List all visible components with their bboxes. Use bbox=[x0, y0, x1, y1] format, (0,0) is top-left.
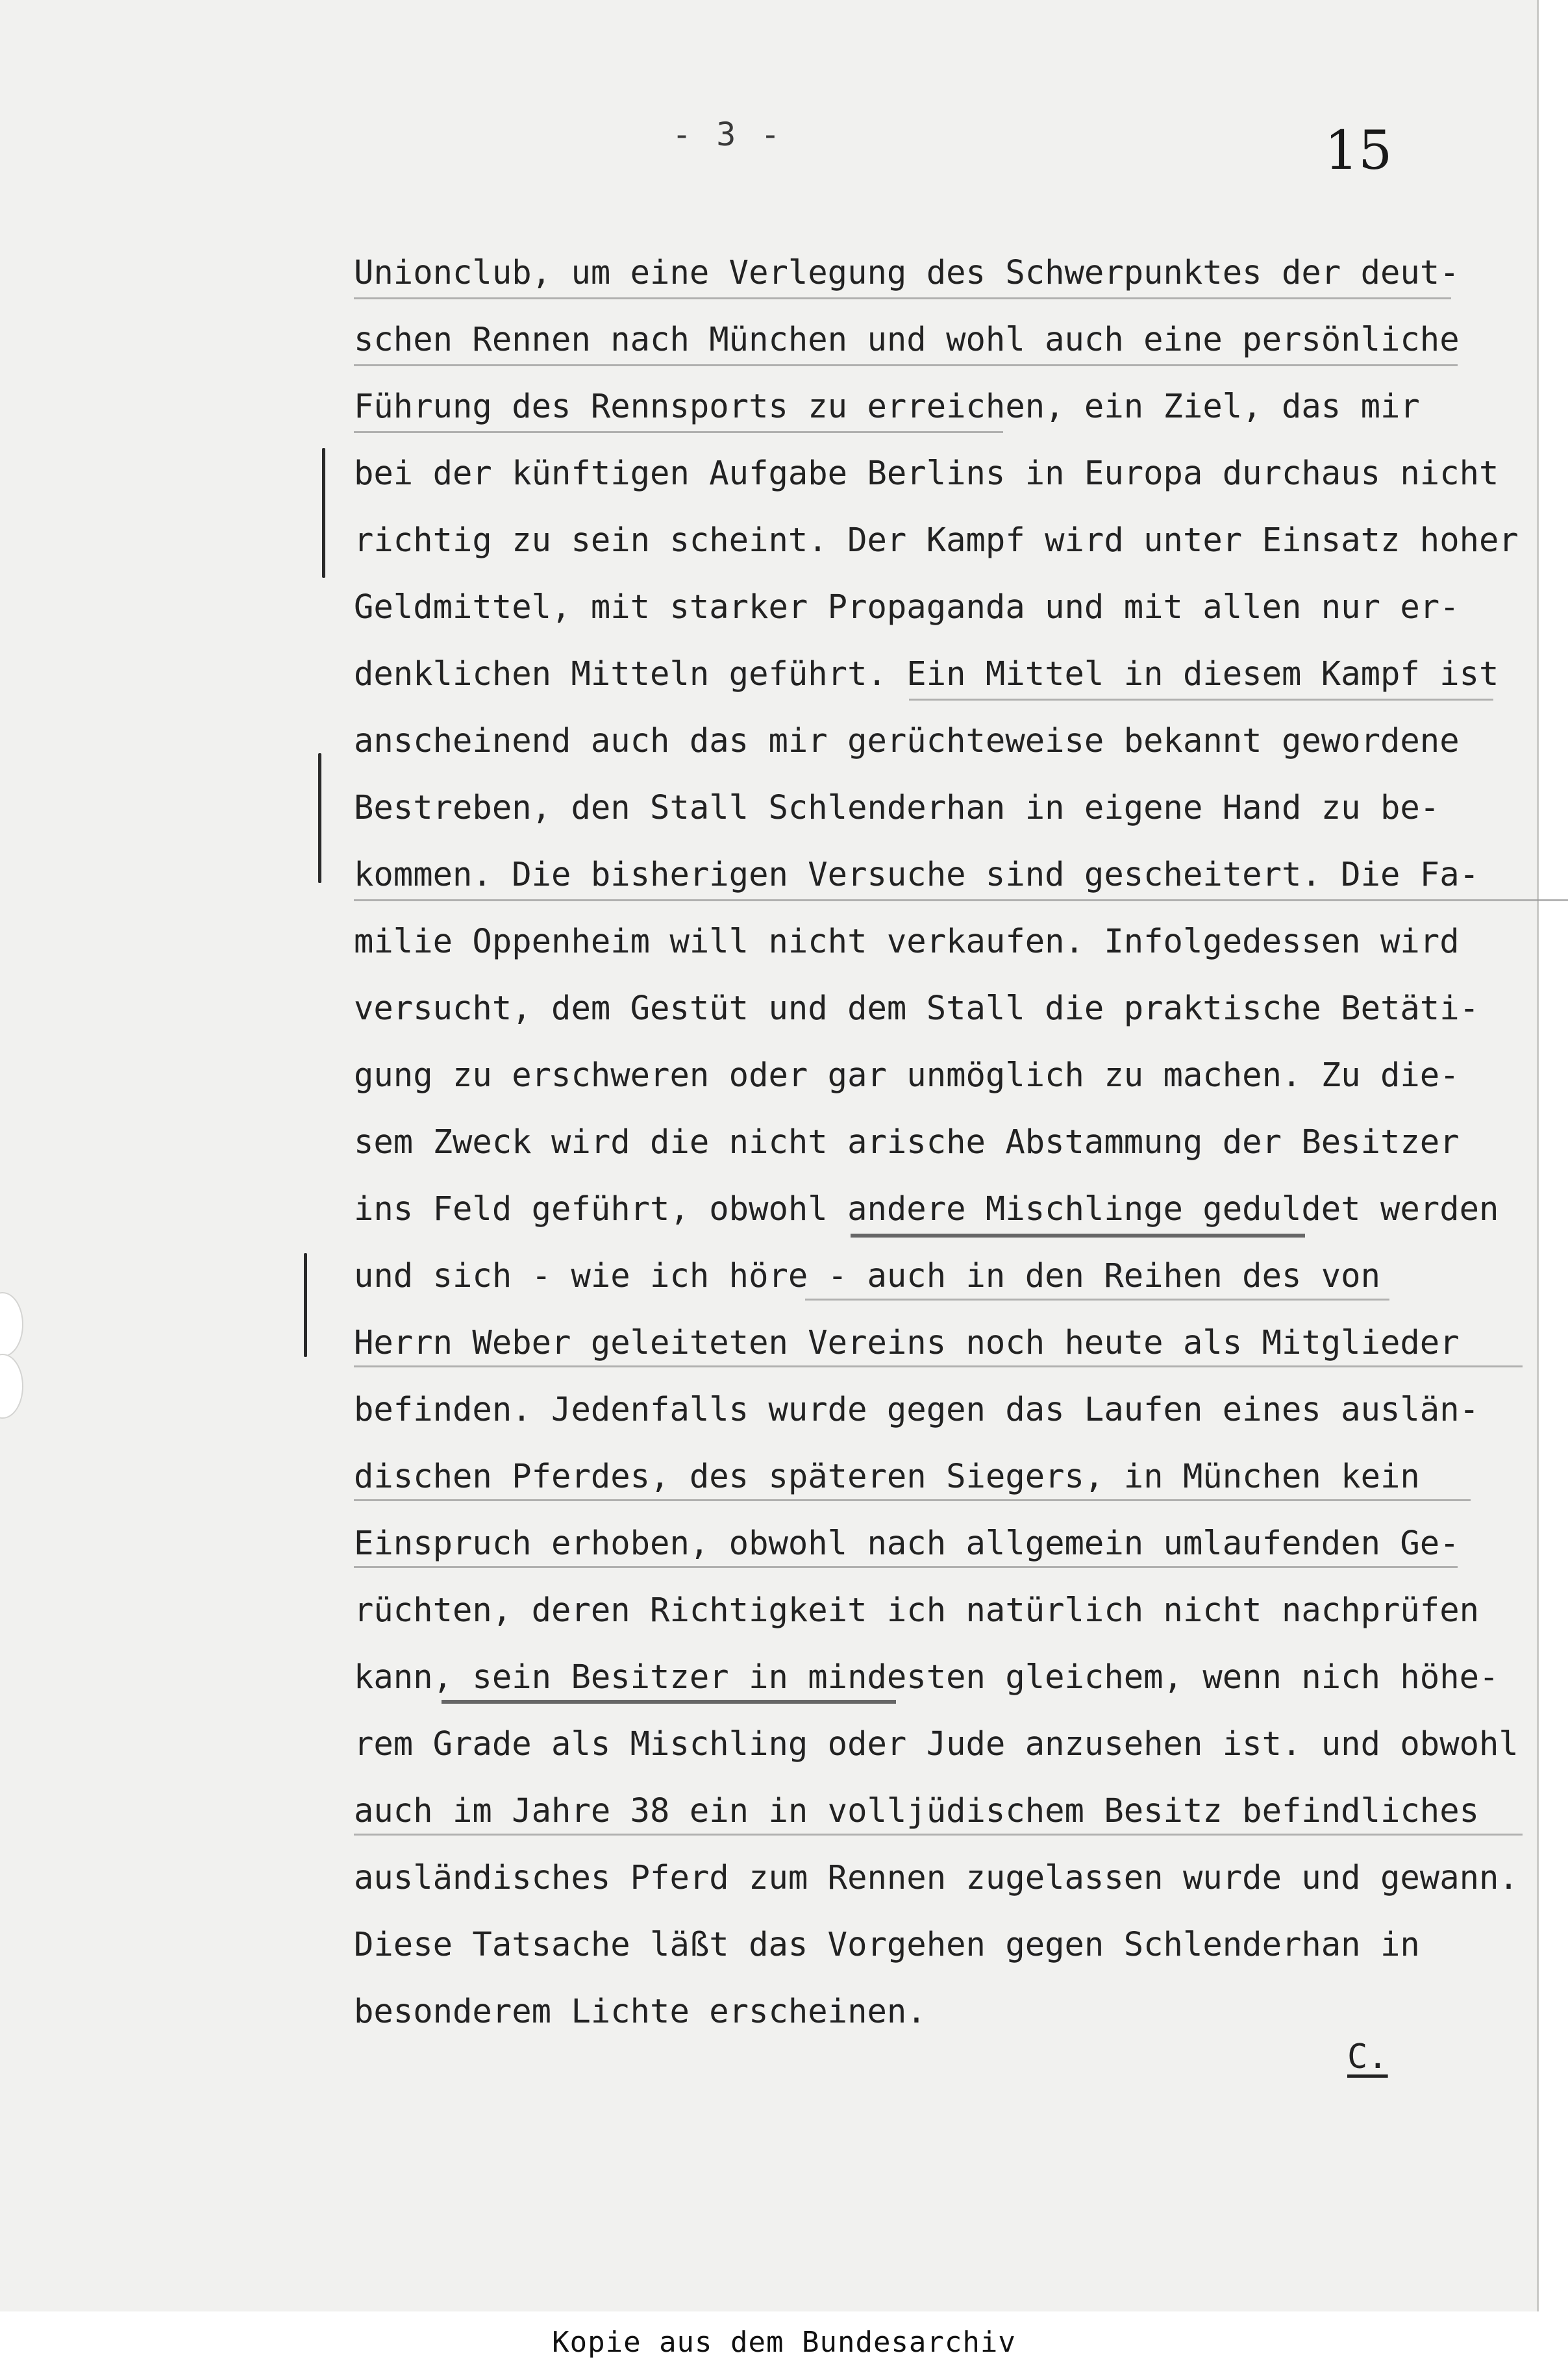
folio-number: 15 bbox=[1325, 120, 1393, 182]
text-line: sem Zweck wird die nicht arische Abstammung der Besitzer bbox=[354, 1123, 1460, 1161]
text-line: kommen. Die bisherigen Versuche sind gescheitert. Die Fa- bbox=[354, 855, 1480, 893]
page-number-mark: - 3 - bbox=[672, 116, 783, 153]
text-line: Diese Tatsache läßt das Vorgehen gegen Schlenderhan in bbox=[354, 1925, 1420, 1963]
text-line: schen Rennen nach München und wohl auch eine persönliche bbox=[354, 320, 1460, 358]
text-line: gung zu erschweren oder gar unmöglich zu machen. Zu die- bbox=[354, 1056, 1460, 1094]
text-line: rem Grade als Mischling oder Jude anzusehen ist. und obwohl bbox=[354, 1725, 1519, 1763]
text-line: dischen Pferdes, des späteren Siegers, in München kein bbox=[354, 1457, 1420, 1495]
punch-hole bbox=[0, 1292, 23, 1357]
margin-mark bbox=[318, 753, 321, 883]
text-line: Geldmittel, mit starker Propaganda und mit allen nur er- bbox=[354, 588, 1460, 626]
text-line: besonderem Lichte erscheinen. bbox=[354, 1992, 927, 2030]
text-line: richtig zu sein scheint. Der Kampf wird unter Einsatz hoher bbox=[354, 521, 1519, 559]
punch-hole bbox=[0, 1354, 23, 1419]
text-line: Führung des Rennsports zu erreichen, ein Ziel, das mir bbox=[354, 387, 1420, 425]
text-line: Einspruch erhoben, obwohl nach allgemein umlaufenden Ge- bbox=[354, 1524, 1460, 1562]
text-line: kann, sein Besitzer in mindesten gleichem, wenn nich höhe- bbox=[354, 1658, 1499, 1696]
margin-mark bbox=[322, 448, 325, 578]
text-line: anscheinend auch das mir gerüchteweise bekannt gewordene bbox=[354, 721, 1460, 760]
text-line: milie Oppenheim will nicht verkaufen. Infolgedessen wird bbox=[354, 922, 1460, 960]
text-line: ins Feld geführt, obwohl andere Mischlinge geduldet werden bbox=[354, 1189, 1499, 1228]
text-line: und sich - wie ich höre - auch in den Reihen des von bbox=[354, 1256, 1380, 1295]
author-initial: C. bbox=[1347, 2037, 1388, 2076]
text-line: bei der künftigen Aufgabe Berlins in Europa durchaus nicht bbox=[354, 454, 1499, 492]
text-line: ausländisches Pferd zum Rennen zugelassen wurde und gewann. bbox=[354, 1858, 1519, 1897]
text-line: Bestreben, den Stall Schlenderhan in eigene Hand zu be- bbox=[354, 788, 1440, 827]
text-line: auch im Jahre 38 ein in volljüdischem Besitz befindliches bbox=[354, 1791, 1480, 1830]
text-line: Unionclub, um eine Verlegung des Schwerpunktes der deut- bbox=[354, 253, 1460, 292]
typed-letter-body bbox=[354, 239, 1549, 2045]
text-line: versucht, dem Gestüt und dem Stall die praktische Betäti- bbox=[354, 989, 1480, 1027]
text-line: denklichen Mitteln geführt. Ein Mittel in diesem Kampf ist bbox=[354, 654, 1499, 693]
text-line: befinden. Jedenfalls wurde gegen das Laufen eines auslän- bbox=[354, 1390, 1480, 1428]
text-line: rüchten, deren Richtigkeit ich natürlich nicht nachprüfen bbox=[354, 1591, 1480, 1629]
text-line: Herrn Weber geleiteten Vereins noch heute als Mitglieder bbox=[354, 1323, 1460, 1362]
archive-footer: Kopie aus dem Bundesarchiv bbox=[552, 2326, 1016, 2359]
margin-mark bbox=[304, 1253, 307, 1357]
